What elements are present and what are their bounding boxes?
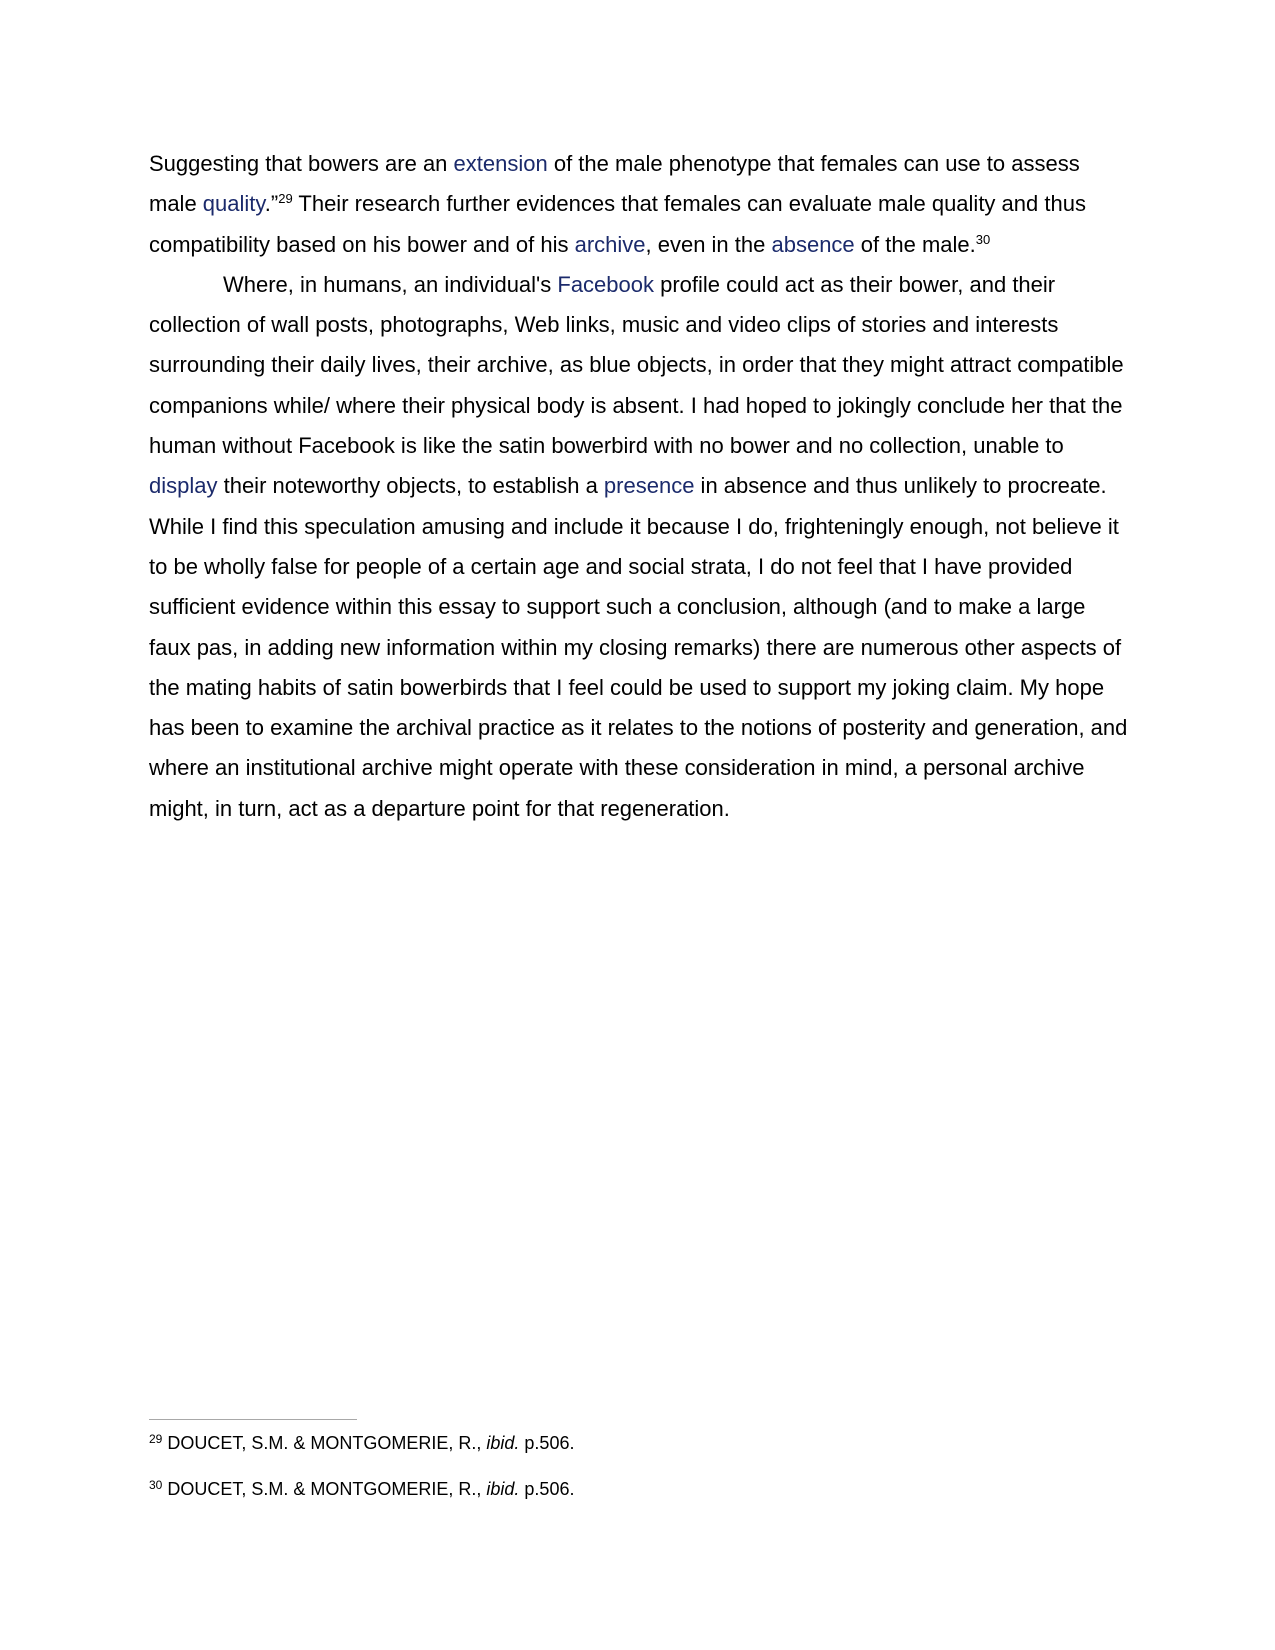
p2-text-4: in absence and thus unlikely to procreate. While I find this speculation amusing and include it because I do, frighteningly enough, not believe it to be wholly false for people of a certain age and social strata, I do not feel that I have provided sufficient evidence within this essay to support such a conclusion, although (and to make a large faux pas, in adding new information within my closing remarks) there are numerous other aspects of the mating habits of satin bowerbirds that I feel could be used to support my joking claim. My hope has been to examine the archival practice as it relates to the notions of posterity and generation, and where an institutional archive might operate with these consideration in mind, a personal archive might, in turn, act as a departure point for that regeneration. (149, 473, 1128, 821)
link-quality[interactable]: quality (202, 191, 265, 217)
footnote-authors: DOUCET, S.M. & MONTGOMERIE, R., (162, 1433, 487, 1453)
footnote-29 (149, 1432, 574, 1454)
link-archive[interactable]: archive (574, 231, 646, 257)
p1-text-1: Suggesting that bowers are an (149, 151, 454, 176)
link-display[interactable]: display (149, 473, 218, 499)
p1-text-4: Their research further evidences that females can evaluate male quality and thus compatibility based on his bower and of his (149, 191, 1086, 257)
link-absence[interactable]: absence (771, 231, 855, 257)
footnote-number: 29 (149, 1432, 163, 1446)
link-facebook[interactable]: Facebook (557, 271, 654, 297)
footnote-page: p.506. (519, 1479, 575, 1499)
p1-text-5: , even in the (645, 231, 772, 257)
footnote-ref-29: 29 (278, 191, 293, 207)
link-presence[interactable]: presence (603, 473, 695, 499)
footnote-30 (149, 1478, 574, 1500)
p1-text-3: .” (264, 191, 279, 217)
p2-text-2: profile could act as their bower, and their collection of wall posts, photographs, Web links, music and video clips of stories and interests surrounding their daily lives, their archive, as blue objects, in order that they might attract compatible companions while/ where their physical body is absent. I had hoped to jokingly conclude her that the human without Facebook is like the satin bowerbird with no bower and no collection, unable to (149, 271, 1124, 459)
footnote-authors: DOUCET, S.M. & MONTGOMERIE, R., (162, 1479, 487, 1499)
p1-text-2: of the male phenotype that females can use to assess male (149, 151, 1080, 217)
footnote-ibid: ibid. (486, 1479, 520, 1499)
footnote-separator (149, 1419, 357, 1420)
footnote-ref-30: 30 (975, 231, 991, 247)
p1-text-6: of the male. (854, 231, 976, 257)
paragraph-1 (149, 144, 1132, 265)
link-extension[interactable]: extension (453, 151, 548, 176)
footnote-ibid: ibid. (486, 1433, 520, 1453)
document-body (149, 144, 1132, 829)
footnote-page: p.506. (519, 1433, 575, 1453)
paragraph-2 (149, 265, 1132, 829)
footnote-number: 30 (149, 1478, 163, 1492)
p2-text-1: Where, in humans, an individual's (223, 271, 558, 297)
p2-text-3: their noteworthy objects, to establish a (217, 473, 604, 499)
